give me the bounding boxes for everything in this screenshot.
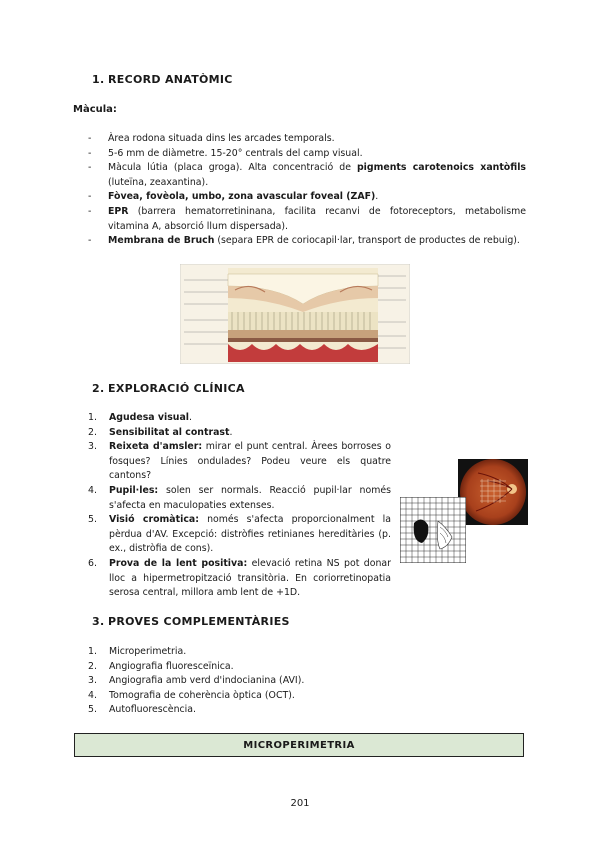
section-3-heading xyxy=(92,615,290,628)
list-item: - 5-6 mm de diàmetre. 15-20° centrals del camp visual. xyxy=(88,147,526,162)
banner-title: MICROPERIMETRIA xyxy=(243,739,355,751)
section-2-heading xyxy=(92,382,245,395)
section-1-title: RECORD ANATÒMIC xyxy=(108,73,233,86)
list-item: 4. Pupil·les: solen ser normals. Reacció pupil·lar només s'afecta en maculopaties extenses. xyxy=(88,484,391,511)
list-item: 1. Agudesa visual. xyxy=(88,412,192,423)
section-1-heading xyxy=(92,73,233,86)
section-2-title: EXPLORACIÓ CLÍNICA xyxy=(108,382,245,395)
section-2-number: 2. xyxy=(92,382,105,395)
page-number: 201 xyxy=(290,798,310,809)
list-item: - EPR (barrera hematorretininana, facilita recanvi de fotoreceptors, metabolisme vitamina A, absorció llum dispersada). xyxy=(88,205,526,234)
list-item: 1. Microperimetria. xyxy=(88,646,187,657)
list-item: - Membrana de Bruch (separa EPR de coriocapil·lar, transport de productes de rebuig). xyxy=(88,234,526,249)
list-item: - Fòvea, fovèola, umbo, zona avascular foveal (ZAF). xyxy=(88,190,526,205)
clinica-list xyxy=(88,411,391,601)
section-3-title: PROVES COMPLEMENTÀRIES xyxy=(108,615,290,628)
list-item: - Màcula lútia (placa groga). Alta concentració de pigments carotenoics xantòfils (luteïna, zeaxantina). xyxy=(88,161,526,190)
macula-heading: Màcula: xyxy=(73,104,117,115)
section-3-number: 3. xyxy=(92,615,105,628)
fundus-photo xyxy=(458,459,528,525)
macula-cross-section-figure xyxy=(180,264,410,364)
list-item: 3. Angiografia amb verd d'indocianina (AVI). xyxy=(88,675,305,687)
microperimetria-banner xyxy=(74,733,524,757)
section-1-number: 1. xyxy=(92,73,105,86)
list-item: - Àrea rodona situada dins les arcades temporals. xyxy=(88,132,526,147)
amsler-grid-figure xyxy=(400,497,466,563)
list-item: 2. Angiografia fluoresceïnica. xyxy=(88,660,234,672)
list-item: 2. Sensibilitat al contrast. xyxy=(88,426,233,438)
list-item: 5. Visió cromàtica: només s'afecta proporcionalment la pèrdua d'AV. Excepció: distròfies retinianes hereditàries (p. ex., distròfia de cons). xyxy=(88,514,391,555)
list-item: 4. Tomografia de coherència òptica (OCT). xyxy=(88,689,295,701)
proves-list xyxy=(88,645,508,718)
list-item: 3. Reixeta d'amsler: mirar el punt central. Àrees borroses o fosques? Línies ondulades? Podeu veure els quatre cantons? xyxy=(88,441,392,482)
list-item: 6. Prova de la lent positiva: elevació retina NS pot donar lloc a hipermetropització transitòria. En coriorretinopatia serosa central, millora amb lent de +1D. xyxy=(88,557,391,599)
list-item: 5. Autofluorescència. xyxy=(88,704,196,716)
macula-list xyxy=(88,132,526,249)
